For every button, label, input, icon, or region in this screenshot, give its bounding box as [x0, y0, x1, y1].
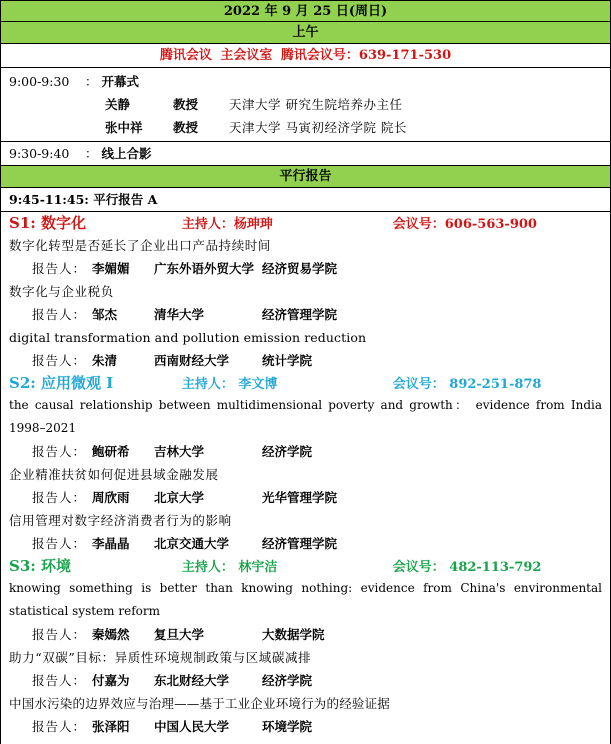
report-a-block	[1, 188, 610, 212]
reporter-row	[1, 257, 610, 280]
opening-sep: ：	[84, 74, 98, 89]
reporter-row	[1, 669, 610, 692]
reporter-label: 报告人：	[32, 536, 87, 551]
reporter-dept: 经济管理学院	[262, 536, 338, 551]
opening-speaker	[9, 93, 602, 116]
reporter-university: 北京交通大学	[154, 536, 230, 551]
session-meeting-id: 会议号：606-563-900	[392, 217, 537, 232]
speaker-name: 关静	[105, 97, 131, 112]
paper-title: 数字化转型是否延长了企业出口产品持续时间	[9, 238, 272, 253]
speaker-org: 天津大学 马寅初经济学院 院长	[228, 120, 407, 135]
reporter-row	[1, 440, 610, 463]
reporter-label: 报告人：	[32, 627, 87, 642]
reporter-name: 李晶晶	[92, 536, 130, 551]
opening-title: 开幕式	[101, 74, 139, 89]
session-title: S2: 应用微观 I	[9, 374, 114, 392]
paper-title: 数字化与企业税负	[9, 284, 114, 299]
session-header	[1, 212, 610, 234]
speaker-name: 张中祥	[105, 120, 143, 135]
session-title: S3: 环境	[9, 557, 72, 575]
reporter-label: 报告人：	[32, 490, 87, 505]
reporter-name: 付嘉为	[92, 673, 130, 688]
paper-title: 企业精准扶贫如何促进县域金融发展	[9, 467, 219, 482]
opening-time: 9:00-9:30	[9, 74, 70, 89]
reporter-university: 北京大学	[154, 490, 205, 505]
reporter-dept: 环境学院	[262, 719, 313, 734]
reporter-row	[1, 715, 610, 738]
session-meeting-id: 会议号： 482-113-792	[392, 560, 542, 575]
reporter-label: 报告人：	[32, 673, 87, 688]
reporter-dept: 统计学院	[262, 353, 313, 368]
session-host: 主持人：杨珅珅	[181, 217, 273, 232]
reporter-name: 周欣雨	[92, 490, 130, 505]
reporter-dept: 光华管理学院	[262, 490, 338, 505]
speaker-title: 教授	[172, 97, 198, 112]
reporter-row	[1, 303, 610, 326]
session-s1	[1, 212, 610, 372]
reporter-row	[1, 623, 610, 646]
paper-title: 助力“双碳”目标：异质性环境规制政策与区域碳减排	[9, 650, 312, 665]
session-s2	[1, 372, 610, 555]
reporter-label: 报告人：	[32, 719, 87, 734]
opening-row	[9, 70, 602, 93]
photo-row	[9, 142, 602, 165]
reporter-row	[1, 532, 610, 555]
reporter-university: 清华大学	[154, 307, 205, 322]
photo-title: 线上合影	[101, 146, 152, 161]
session-host: 主持人： 林宇洁	[181, 560, 278, 575]
speaker-title: 教授	[172, 120, 198, 135]
reporter-dept: 大数据学院	[262, 627, 325, 642]
paper-title: 信用管理对数字经济消费者行为的影响	[9, 513, 232, 528]
reporter-label: 报告人：	[32, 353, 87, 368]
reporter-label: 报告人：	[32, 444, 87, 459]
session-title: S1: 数字化	[9, 214, 87, 232]
parallel-bar: 平行报告	[1, 166, 610, 188]
reporter-name: 秦嫣然	[92, 627, 130, 642]
reporter-university: 复旦大学	[154, 627, 205, 642]
opening-speaker	[9, 116, 602, 139]
report-a-title: 9:45-11:45: 平行报告 A	[9, 192, 158, 207]
reporter-row	[1, 486, 610, 509]
session-header	[1, 555, 610, 577]
reporter-name: 邹杰	[92, 307, 118, 322]
reporter-university: 西南财经大学	[154, 353, 230, 368]
meeting-info: 腾讯会议 主会议室 腾讯会议号：639-171-530	[1, 44, 610, 68]
reporter-name: 李媚媚	[92, 261, 130, 276]
paper-title: digital transformation and pollution emission reduction	[9, 330, 367, 345]
morning-bar: 上午	[1, 22, 610, 44]
photo-block	[1, 142, 610, 166]
reporter-university: 广东外语外贸大学	[154, 261, 255, 276]
session-header	[1, 372, 610, 394]
reporter-name: 朱清	[92, 353, 118, 368]
opening-block	[1, 68, 610, 142]
session-s3	[1, 555, 610, 738]
reporter-label: 报告人：	[32, 307, 87, 322]
session-meeting-id: 会议号： 892-251-878	[392, 377, 542, 392]
reporter-dept: 经济学院	[262, 444, 313, 459]
paper-title: 中国水污染的边界效应与治理——基于工业企业环境行为的经验证据	[9, 696, 391, 711]
reporter-university: 东北财经大学	[154, 673, 230, 688]
reporter-dept: 经济学院	[262, 673, 313, 688]
reporter-dept: 经济贸易学院	[262, 261, 338, 276]
reporter-name: 张泽阳	[92, 719, 130, 734]
reporter-label: 报告人：	[32, 261, 87, 276]
speaker-org: 天津大学 研究生院培养办主任	[228, 97, 403, 112]
reporter-university: 吉林大学	[154, 444, 205, 459]
photo-sep: ：	[84, 146, 98, 161]
paper-title: knowing something is better than knowing nothing: evidence from China's environmental statistical system reform	[9, 581, 602, 618]
reporter-row	[1, 349, 610, 372]
reporter-dept: 经济管理学院	[262, 307, 338, 322]
reporter-name: 鲍研希	[92, 444, 130, 459]
date-bar: 2022 年 9 月 25 日(周日)	[1, 0, 610, 22]
session-host: 主持人： 李文博	[181, 377, 278, 392]
paper-title: the causal relationship between multidimensional poverty and growth： evidence from India 1998–2021	[9, 398, 602, 435]
reporter-university: 中国人民大学	[154, 719, 230, 734]
photo-time: 9:30-9:40	[9, 146, 70, 161]
